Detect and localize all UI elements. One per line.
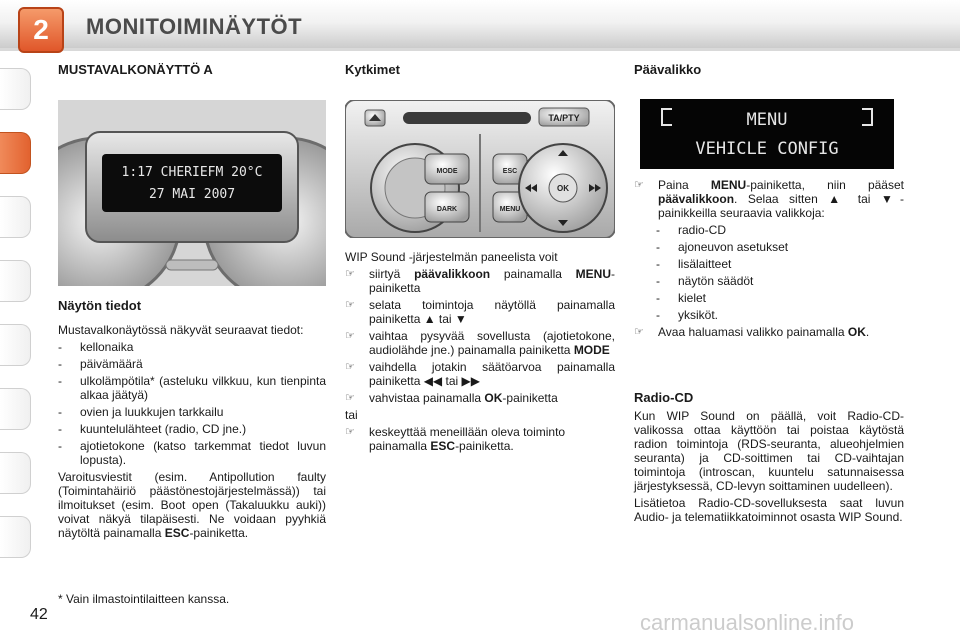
side-tab-1[interactable] — [0, 68, 31, 110]
footnote: * Vain ilmastointilaitteen kanssa. — [58, 592, 230, 606]
list-item: - kuuntelulähteet (radio, CD jne.) — [58, 422, 247, 436]
screen-line-2: VEHICLE CONFIG — [695, 139, 839, 159]
ok-label: OK — [557, 184, 569, 193]
menu-list-item: - ajoneuvon asetukset — [656, 240, 789, 254]
col2-intro: WIP Sound -järjestelmän paneelista voit — [345, 250, 558, 264]
radio-cd-paragraph-1: Kun WIP Sound on päällä, voit Radio-CD-valikossa ottaa käyttöön tai poistaa käytöstä radion toimintoja (RDS-seuranta, alueohjelmien seuranta) ja CD-soittimen tai CD-vaihtajan toimintoja (introscan, kuuntelu satunnaisessa järjestyksessä, CD-levyn soittaminen uudelleen). — [634, 409, 904, 493]
list-item: - päivämäärä — [58, 357, 143, 371]
side-tab-4[interactable] — [0, 260, 31, 302]
menu-list-item: - radio-CD — [656, 223, 727, 237]
list-item: ☞ siirtyä päävalikkoon painamalla MENU-painiketta — [345, 267, 615, 295]
menu-list-item: - yksiköt. — [656, 308, 719, 322]
control-panel-image — [345, 100, 615, 238]
list-item: ☞ vaihtaa pysyvää sovellusta (ajotietokone, audiolähde jne.) painamalla painiketta MODE — [345, 329, 615, 357]
warning-paragraph: Varoitusviestit (esim. Antipollution faulty (Toimintahäiriö päästönestojärjestelmässä)) tai ilmoitukset (esim. Boot open (Takaluukku auki)) voivat näkyä tilapäisesti. Ne voidaan pyyhkiä näytöltä painamalla ESC-painiketta. — [58, 470, 326, 540]
list-item: - kellonaika — [58, 340, 134, 354]
col3-body — [634, 178, 904, 342]
list-item: ☞ keskeyttää meneillään oleva toiminto painamalla ESC-painiketta. — [345, 425, 566, 453]
menu-label: MENU — [499, 206, 521, 213]
dark-label: DARK — [436, 206, 458, 213]
col3-heading: Päävalikko — [634, 62, 702, 77]
screen-line-1: MENU — [746, 110, 788, 130]
list-item: - ulkolämpötila* (asteluku vilkkuu, kun tienpinta alkaa jäätyä) — [58, 374, 326, 402]
list-item: ☞ vaihdella jotakin säätöarvoa painamalla painiketta ◀◀ tai ▶▶ — [345, 360, 615, 388]
radio-cd-heading: Radio-CD — [634, 390, 694, 405]
side-tab-8[interactable] — [0, 516, 31, 558]
side-tab-6[interactable] — [0, 388, 31, 430]
radio-cd-body — [634, 409, 904, 527]
col1-intro: Mustavalkonäytössä näkyvät seuraavat tiedot: — [58, 323, 304, 337]
esc-label: ESC — [502, 168, 518, 175]
chapter-badge — [18, 7, 64, 53]
instrument-cluster-image — [58, 100, 326, 286]
col2-body — [345, 250, 615, 456]
list-item: - ajotietokone (katso tarkemmat tiedot luvun lopusta). — [58, 439, 326, 467]
radio-cd-paragraph-2: Lisätietoa Radio-CD-sovelluksesta saat luvun Audio- ja telematiikkatoiminnot osasta WIP Sound. — [634, 496, 904, 524]
list-item: ☞ Paina MENU-painiketta, niin pääset päävalikkoon. Selaa sitten ▲ tai ▼-painikkeilla seuraavia valikkoja: — [634, 178, 904, 220]
header-divider — [0, 48, 960, 51]
col1-heading: MUSTAVALKONÄYTTÖ A — [58, 62, 213, 77]
display-info-heading: Näytön tiedot — [58, 298, 142, 313]
chapter-number: 2 — [33, 14, 49, 45]
mode-label: MODE — [436, 168, 458, 175]
side-tab-2-active[interactable] — [0, 132, 31, 174]
col2-heading: Kytkimet — [345, 62, 400, 77]
page-number: 42 — [30, 606, 48, 623]
menu-list-item: - lisälaitteet — [656, 257, 732, 271]
page-title: MONITOIMINÄYTÖT — [86, 14, 303, 39]
list-item: - ovien ja luukkujen tarkkailu — [58, 405, 224, 419]
display-line-2: 27 MAI 2007 — [148, 187, 236, 202]
list-item: ☞ Avaa haluamasi valikko painamalla OK. — [634, 325, 870, 339]
menu-list — [634, 223, 904, 322]
list-item: ☞ vahvistaa painamalla OK-painiketta — [345, 391, 558, 405]
side-tab-3[interactable] — [0, 196, 31, 238]
side-tab-5[interactable] — [0, 324, 31, 366]
menu-list-item: - kielet — [656, 291, 707, 305]
side-tab-7[interactable] — [0, 452, 31, 494]
or-text: tai — [345, 408, 358, 422]
menu-list-item: - näytön säädöt — [656, 274, 754, 288]
display-line-1: 1:17 CHERIEFM 20°C — [121, 165, 263, 180]
col1-body — [58, 323, 326, 543]
watermark: carmanualsonline.info — [640, 610, 855, 635]
menu-screen-image — [640, 99, 894, 169]
ta-pty-label: TA/PTY — [548, 113, 580, 123]
list-item: ☞ selata toimintoja näytöllä painamalla painiketta ▲ tai ▼ — [345, 298, 615, 326]
